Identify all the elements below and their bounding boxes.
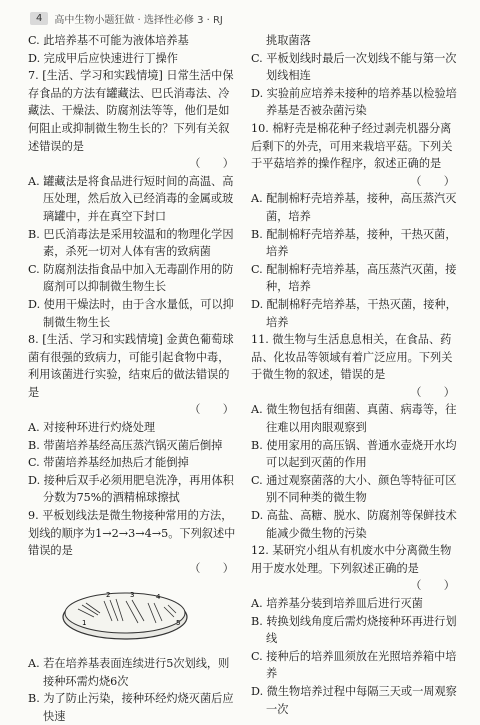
question-10 bbox=[251, 120, 461, 173]
answer-bracket: （ ） bbox=[410, 174, 455, 188]
answer-bracket: （ ） bbox=[189, 561, 234, 575]
option: D. 完成甲后应快速进行丁操作 bbox=[28, 51, 178, 65]
question-9 bbox=[28, 507, 240, 560]
question-7 bbox=[28, 67, 240, 155]
option: B. 巴氏消毒法是采用较温和的物理化学因素，杀死一切对人体有害的致病菌 bbox=[28, 227, 234, 259]
option-continuation: 挑取菌落 bbox=[266, 34, 311, 47]
option: C. 接种后的培养皿须放在光照培养箱中培养 bbox=[251, 649, 457, 681]
answer-bracket: （ ） bbox=[410, 579, 455, 593]
figure-label: 5 bbox=[176, 619, 181, 628]
option: A. 罐藏法是将食品进行短时间的高温、高压处理，然后放入已经消毒的金属或玻璃罐中，并在真空下封口 bbox=[28, 174, 234, 223]
option: A. 微生物包括有细菌、真菌、病毒等，往往难以用肉眼观察到 bbox=[251, 403, 457, 435]
option: D. 配制棉籽壳培养基，干热灭菌，接种，培养 bbox=[251, 297, 457, 329]
figure-label: 1 bbox=[82, 619, 87, 628]
option: A. 对接种环进行灼烧处理 bbox=[28, 421, 156, 435]
option: A. 培养基分装到培养皿后进行灭菌 bbox=[251, 597, 423, 610]
option: D. 使用干燥法时，由于含水量低，可以抑制微生物生长 bbox=[28, 297, 234, 329]
option: C. 带菌培养基经加热后才能倒掉 bbox=[28, 456, 189, 470]
option: C. 此培养基不可能为液体培养基 bbox=[28, 34, 189, 47]
option: B. 转换划线角度后需灼烧接种环再进行划线 bbox=[251, 614, 457, 646]
option: C. 配制棉籽壳培养基，高压蒸汽灭菌，接种，培养 bbox=[251, 262, 457, 294]
book-title: 高中生物小题狂做 · 选择性必修 3 · RJ bbox=[54, 14, 223, 26]
question-text: 12. 某研究小组从有机废水中分离微生物用于废水处理。下列叙述正确的是 bbox=[251, 544, 452, 575]
option: B. 为了防止污染，接种环经灼烧灭菌后应快速 bbox=[28, 692, 234, 723]
option: A. 配制棉籽壳培养基，接种，高压蒸汽灭菌，培养 bbox=[251, 192, 457, 223]
question-text: 7. [生活、学习和实践情境] 日常生活中保存食品的方法有罐藏法、巴氏消毒法、冷藏法、干燥法、防腐剂法等等，他们是如何阻止或抑制微生物生长的？下列有关叙述错误的是 bbox=[28, 69, 234, 153]
option: B. 配制棉籽壳培养基，接种，干热灭菌，培养 bbox=[251, 227, 457, 259]
question-text: 9. 平板划线法是微生物接种常用的方法，划线的顺序为1→2→3→4→5。下列叙述中错误的是 bbox=[28, 509, 236, 558]
option: C. 通过观察菌落的大小、颜色等特征可区别不同种类的微生物 bbox=[251, 473, 457, 505]
option: D. 接种后双手必须用肥皂洗净，再用体积分数为75%的酒精棉球擦拭 bbox=[28, 473, 234, 505]
page-header bbox=[30, 8, 223, 28]
figure-label: 4 bbox=[156, 593, 161, 602]
figure-label: 2 bbox=[106, 591, 111, 600]
question-text: 8. [生活、学习和实践情境] 金黄色葡萄球菌有很强的致病力，可能引起食物中毒，利用该菌进行实验，结束后的做法错误的是 bbox=[28, 333, 234, 399]
streak-plate-figure bbox=[60, 583, 240, 651]
answer-bracket: （ ） bbox=[189, 157, 234, 171]
question-12 bbox=[251, 542, 461, 577]
option: A. 若在培养基表面连续进行5次划线，则接种环需灼烧6次 bbox=[28, 657, 230, 688]
option: B. 使用家用的高压锅、普通水壶烧开水均可以起到灭菌的作用 bbox=[251, 438, 457, 470]
page-number: 4 bbox=[30, 12, 48, 25]
question-11 bbox=[251, 331, 461, 384]
option: B. 带菌培养基经高压蒸汽锅灭菌后倒掉 bbox=[28, 438, 223, 452]
option: C. 防腐剂法指食品中加入无毒副作用的防腐剂可以抑制微生物生长 bbox=[28, 262, 234, 294]
option: D. 实验前应培养未接种的培养基以检验培养基是否被杂菌污染 bbox=[251, 86, 457, 118]
question-8 bbox=[28, 331, 240, 401]
question-text: 10. 棉籽壳是棉花种子经过剥壳机器分离后剩下的外壳，可用来栽培平菇。下列关于平菇培养的操作程序，叙述正确的是 bbox=[251, 121, 453, 171]
option: C. 平板划线时最后一次划线不能与第一次划线相连 bbox=[251, 51, 457, 83]
left-column bbox=[28, 32, 240, 725]
right-column bbox=[251, 32, 461, 718]
question-text: 11. 微生物与生活息息相关，在食品、药品、化妆品等领域有着广泛应用。下列关于微生物的叙述，错误的是 bbox=[251, 333, 453, 382]
answer-bracket: （ ） bbox=[189, 403, 234, 417]
petri-dish-icon bbox=[60, 583, 190, 645]
answer-bracket: （ ） bbox=[410, 385, 455, 399]
figure-label: 3 bbox=[130, 591, 135, 600]
option: D. 微生物培养过程中每隔三天或一周观察一次 bbox=[251, 684, 457, 716]
option: D. 高盐、高糖、脱水、防腐剂等保鲜技术能减少微生物的污染 bbox=[251, 509, 457, 540]
